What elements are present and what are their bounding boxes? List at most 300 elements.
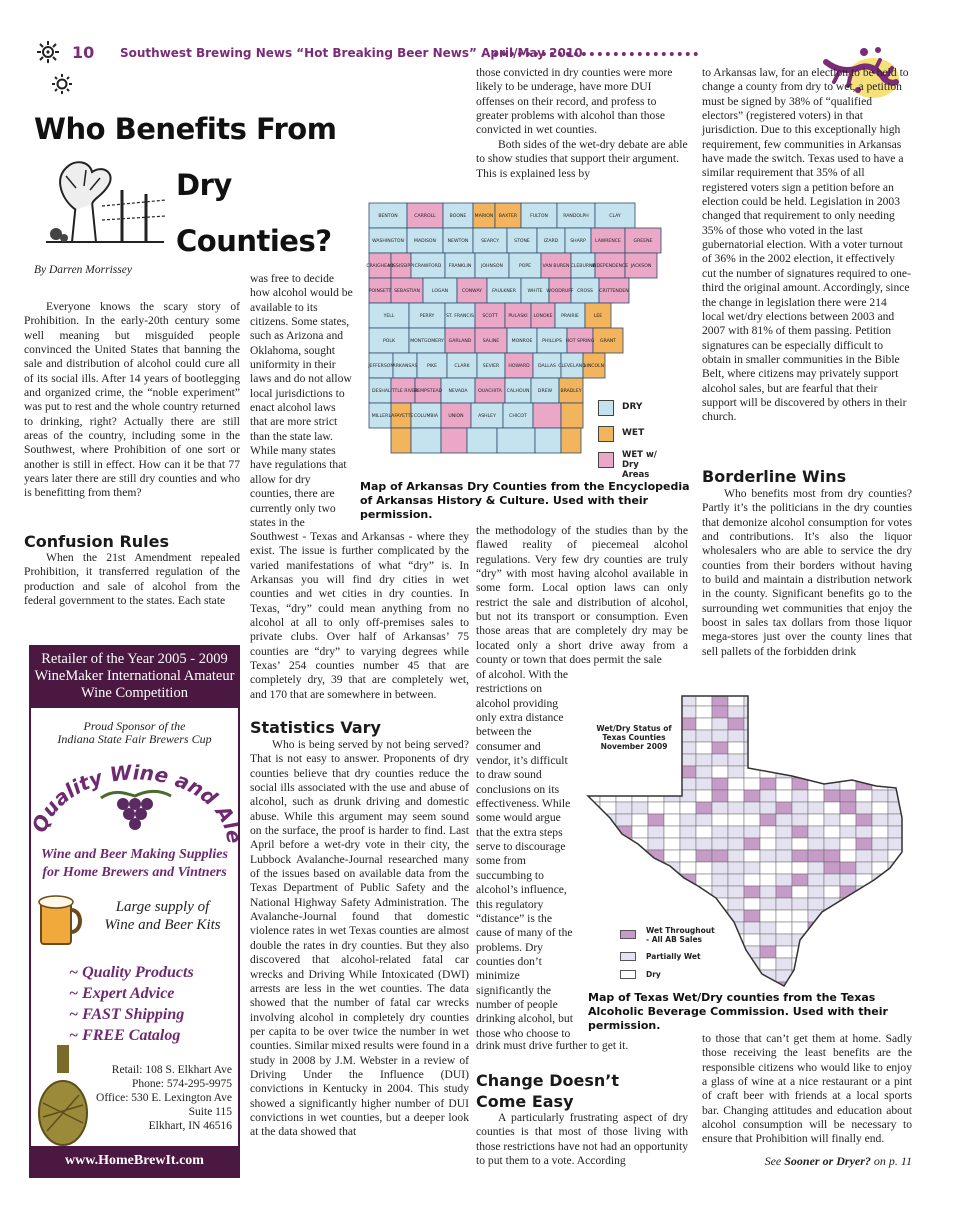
texas-county — [744, 766, 760, 778]
byline: By Darren Morrissey — [34, 264, 132, 276]
texas-county — [856, 766, 872, 778]
texas-county — [584, 802, 600, 814]
confusion-rules-paragraph: When the 21st Amendment repealed Prohibition, it transferred regulation of the production and sale of alcohol from the federal government to the states. Each state — [24, 551, 240, 608]
ad-award-line-1: Retailer of the Year 2005 - 2009 — [41, 651, 228, 667]
col3-mid-paragraph: the methodology of the studies than by the flawed reality of piecemeal alcohol regulations. Very few dry counties are truly “dry” with most having alcohol available in some form. Local option laws can only restrict the sale and distribution of alcohol, but not its transport or consumption. Even those areas that are completely dry may be located only a short drive away from a county or town that does permit the sale — [476, 524, 688, 667]
texas-county — [808, 754, 824, 766]
texas-county — [696, 850, 712, 862]
legend-label-wet-dry-2: Dry Areas — [622, 460, 650, 480]
arkansas-county-label: JOHNSON — [481, 264, 503, 269]
ad-supply-text — [95, 898, 230, 934]
texas-county — [680, 886, 696, 898]
ad-tagline-line-1: Wine and Beer Making Supplies — [41, 847, 228, 862]
texas-county — [792, 790, 808, 802]
texas-county — [904, 826, 920, 838]
ad-address-line: Suite 115 — [188, 1106, 232, 1118]
texas-county — [856, 754, 872, 766]
texas-county — [616, 982, 632, 990]
texas-title-line-1: Wet/Dry Status of — [596, 724, 672, 733]
arkansas-legend — [598, 400, 668, 480]
texas-county — [728, 982, 744, 990]
texas-county — [760, 982, 776, 990]
ad-brand-logo — [31, 748, 238, 844]
texas-county — [872, 910, 888, 922]
texas-county — [872, 958, 888, 970]
texas-county — [728, 718, 744, 730]
continued-pre: See — [764, 1154, 785, 1168]
ad-award-line-3: Wine Competition — [81, 685, 188, 701]
arkansas-county-label: SEBASTIAN — [394, 289, 420, 294]
texas-county — [904, 742, 920, 754]
texas-county — [840, 874, 856, 886]
texas-county — [824, 730, 840, 742]
continued-notice — [702, 1154, 912, 1169]
texas-county — [632, 910, 648, 922]
texas-county — [824, 706, 840, 718]
texas-county — [760, 922, 776, 934]
texas-county — [648, 814, 664, 826]
texas-county — [760, 886, 776, 898]
texas-county — [712, 982, 728, 990]
texas-county — [888, 742, 904, 754]
texas-county — [792, 862, 808, 874]
texas-county — [904, 874, 920, 886]
texas-county — [808, 742, 824, 754]
legend-label-dry: DRY — [622, 402, 643, 412]
texas-county — [616, 874, 632, 886]
texas-county — [728, 754, 744, 766]
texas-county — [632, 754, 648, 766]
arkansas-county-label: DESHA — [372, 389, 388, 394]
arkansas-county-label: SALINE — [482, 339, 500, 344]
texas-county — [728, 886, 744, 898]
texas-county — [792, 814, 808, 826]
texas-county — [648, 766, 664, 778]
texas-county — [712, 802, 728, 814]
texas-county — [824, 862, 840, 874]
texas-county — [744, 874, 760, 886]
texas-county — [696, 730, 712, 742]
texas-county — [648, 802, 664, 814]
texas-county — [856, 706, 872, 718]
arkansas-county — [467, 428, 497, 453]
texas-county — [584, 886, 600, 898]
texas-county — [600, 874, 616, 886]
texas-county — [776, 802, 792, 814]
texas-county — [840, 814, 856, 826]
texas-county — [872, 694, 888, 706]
texas-county — [888, 910, 904, 922]
texas-county — [664, 898, 680, 910]
texas-county — [632, 778, 648, 790]
texas-county — [760, 850, 776, 862]
texas-county — [904, 838, 920, 850]
arkansas-county-label: CALHOUN — [506, 389, 530, 394]
texas-county — [744, 742, 760, 754]
texas-county — [856, 886, 872, 898]
texas-county — [856, 970, 872, 982]
texas-county — [584, 778, 600, 790]
texas-county — [696, 898, 712, 910]
texas-county — [584, 838, 600, 850]
texas-county — [904, 922, 920, 934]
texas-county — [664, 826, 680, 838]
texas-county — [808, 898, 824, 910]
farm-illustration — [42, 150, 168, 250]
sun-icon — [36, 40, 60, 64]
texas-county — [904, 766, 920, 778]
texas-county — [856, 790, 872, 802]
texas-county — [744, 730, 760, 742]
texas-county — [648, 862, 664, 874]
texas-county — [904, 814, 920, 826]
arkansas-county-label: BENTON — [378, 214, 398, 219]
texas-county — [808, 958, 824, 970]
texas-county — [808, 982, 824, 990]
ad-tagline — [31, 846, 238, 882]
heading-change-doesnt-come-easy: Change Doesn’t Come Easy — [476, 1071, 619, 1111]
texas-county — [760, 718, 776, 730]
texas-county — [872, 802, 888, 814]
texas-county — [856, 718, 872, 730]
texas-county — [600, 754, 616, 766]
texas-county — [728, 778, 744, 790]
texas-county — [792, 874, 808, 886]
texas-county — [824, 874, 840, 886]
texas-county — [664, 802, 680, 814]
texas-county — [728, 730, 744, 742]
texas-county — [776, 958, 792, 970]
texas-county — [904, 850, 920, 862]
texas-county — [856, 850, 872, 862]
texas-county — [680, 850, 696, 862]
texas-county — [808, 814, 824, 826]
texas-county — [872, 790, 888, 802]
texas-county — [776, 874, 792, 886]
texas-county — [808, 826, 824, 838]
arkansas-county-label: HOT SPRING — [565, 339, 595, 344]
advertisement[interactable] — [29, 645, 240, 1178]
texas-county — [632, 982, 648, 990]
texas-county — [696, 886, 712, 898]
texas-county — [792, 982, 808, 990]
arkansas-county-label: YELL — [383, 314, 395, 319]
arkansas-county-label: VAN BUREN — [542, 264, 570, 269]
texas-county — [776, 706, 792, 718]
texas-county — [600, 946, 616, 958]
texas-county — [600, 706, 616, 718]
texas-county — [744, 886, 760, 898]
texas-county — [616, 814, 632, 826]
texas-county — [664, 886, 680, 898]
arkansas-county-label: CLEBURNE — [570, 264, 596, 269]
texas-county — [744, 802, 760, 814]
texas-county — [840, 910, 856, 922]
texas-county — [904, 970, 920, 982]
texas-county — [648, 838, 664, 850]
texas-county — [712, 814, 728, 826]
texas-county — [616, 838, 632, 850]
texas-county — [664, 838, 680, 850]
texas-county — [856, 826, 872, 838]
texas-county — [824, 718, 840, 730]
texas-county — [792, 970, 808, 982]
texas-county — [824, 754, 840, 766]
heading-borderline-wins: Borderline Wins — [702, 467, 847, 486]
texas-county — [712, 838, 728, 850]
texas-county — [776, 694, 792, 706]
texas-county — [616, 706, 632, 718]
statistics-vary-paragraph: Who is being served by not being served? That is not easy to answer. Proponents of dry counties believe that dry counties reduce the social ills associated with the use and abuse of alcohol, such as drunk driving and domestic abuse. While this argument may seem sound on the surface, the proof is harder to find. Last April before a wet-dry vote in their city, the Lubbock Avalanche-Journal researched many of the issues based on available data from the Texas Department of Public Safety and the National Highway Safety Administration. The Avalanche-Journal found that domestic violence rates in wet Texas counties are almost double the rates in dry counties. But they also discovered that alcohol-related fatal car wrecks and Driving While Intoxicated (DWI) arrests are less in the wet counties. The data showed that the number of fatal car wrecks involving alcohol in completely dry counties per capita to be over twice the number in wet counties. Similar mixed results were found in a study in 2008 by J.M. Webster in a review of Driving Under the Influence (DUI) convictions in Kentucky in 2004. This study showed a significantly higher number of DUI convictions in wet counties, but a deeper look at the data showed that — [250, 738, 469, 1139]
texas-county — [600, 898, 616, 910]
texas-county — [888, 766, 904, 778]
texas-county — [680, 826, 696, 838]
texas-county — [600, 886, 616, 898]
texas-county — [872, 970, 888, 982]
texas-county — [808, 850, 824, 862]
texas-county — [680, 814, 696, 826]
texas-county — [888, 730, 904, 742]
texas-county — [664, 970, 680, 982]
texas-county — [712, 850, 728, 862]
texas-county — [872, 934, 888, 946]
texas-county — [776, 718, 792, 730]
texas-county — [856, 862, 872, 874]
texas-county — [776, 946, 792, 958]
texas-county — [840, 730, 856, 742]
texas-county — [792, 718, 808, 730]
texas-county — [872, 754, 888, 766]
texas-county — [744, 934, 760, 946]
texas-county — [840, 694, 856, 706]
texas-county — [856, 730, 872, 742]
arkansas-county-label: LAWRENCE — [595, 239, 621, 244]
ad-address-line: Elkhart, IN 46516 — [148, 1120, 232, 1132]
texas-county — [776, 862, 792, 874]
texas-county — [600, 958, 616, 970]
texas-county — [856, 898, 872, 910]
texas-county — [712, 874, 728, 886]
arkansas-county-label: DALLAS — [538, 364, 556, 369]
legend-label-wet: WET — [622, 428, 645, 438]
ad-address-line: Office: 530 E. Lexington Ave — [96, 1092, 232, 1104]
texas-county — [888, 958, 904, 970]
arkansas-county-label: RANDOLPH — [563, 214, 589, 219]
texas-county — [600, 922, 616, 934]
texas-county — [840, 982, 856, 990]
texas-county — [680, 982, 696, 990]
texas-county — [760, 778, 776, 790]
texas-county — [904, 706, 920, 718]
texas-county — [824, 790, 840, 802]
texas-county — [904, 886, 920, 898]
texas-county — [840, 862, 856, 874]
ad-website[interactable]: www.HomeBrewIt.com — [31, 1146, 238, 1176]
arkansas-county-label: PHILLIPS — [542, 339, 562, 344]
texas-county — [696, 970, 712, 982]
ad-feature: ~ Quality Products — [69, 964, 194, 981]
texas-county — [792, 730, 808, 742]
texas-map — [584, 668, 920, 990]
ad-sponsor-line-2: Indiana State Fair Brewers Cup — [57, 732, 212, 746]
arkansas-county-label: ASHLEY — [478, 414, 496, 419]
arkansas-county-label: MARION — [474, 214, 494, 219]
texas-county — [600, 778, 616, 790]
texas-county — [600, 982, 616, 990]
texas-county — [696, 790, 712, 802]
texas-county — [808, 730, 824, 742]
arkansas-county-label: OUACHITA — [478, 389, 502, 394]
texas-county — [600, 694, 616, 706]
arkansas-county-label: MISSISSIPPI — [387, 264, 415, 269]
texas-county — [664, 910, 680, 922]
texas-county — [744, 970, 760, 982]
texas-county — [872, 718, 888, 730]
arkansas-county-label: MILLER — [371, 414, 389, 419]
continued-title[interactable]: Sooner or Dryer? — [784, 1154, 871, 1168]
legend-label-wet-dry — [622, 450, 668, 480]
arkansas-county-label: PERRY — [419, 314, 435, 319]
texas-county — [792, 898, 808, 910]
arkansas-county-label: LEE — [593, 314, 603, 319]
texas-county — [760, 802, 776, 814]
ad-award-line-2: WineMaker International Amateur — [34, 668, 235, 684]
arkansas-county-label: ST. FRANCIS — [446, 314, 474, 319]
arkansas-county-label: IZARD — [543, 239, 559, 244]
ad-supply — [31, 892, 238, 948]
sun-icon-small — [50, 72, 74, 96]
texas-county — [696, 742, 712, 754]
texas-county — [824, 958, 840, 970]
texas-county — [584, 982, 600, 990]
texas-county — [792, 886, 808, 898]
texas-county — [872, 778, 888, 790]
texas-legend-label-dry: Dry — [646, 970, 661, 979]
texas-county — [776, 790, 792, 802]
ad-supply-line-1: Large supply of — [115, 899, 210, 915]
texas-county — [744, 778, 760, 790]
ad-supply-line-2: Wine and Beer Kits — [104, 917, 221, 933]
texas-county — [856, 742, 872, 754]
texas-county — [600, 934, 616, 946]
col3-top-paragraph-2: Both sides of the wet-dry debate are able to show studies that support their argument. This is explained less by — [476, 138, 688, 180]
article-title-line-3: Counties? — [176, 224, 332, 258]
texas-county — [808, 862, 824, 874]
texas-county — [712, 946, 728, 958]
texas-county — [728, 958, 744, 970]
texas-county — [744, 814, 760, 826]
texas-county — [776, 886, 792, 898]
texas-county — [696, 838, 712, 850]
texas-county — [904, 718, 920, 730]
arkansas-county-label: HOWARD — [508, 364, 530, 369]
arkansas-county-label: WASHINGTON — [372, 239, 404, 244]
beer-mug-icon — [37, 894, 85, 948]
texas-county — [792, 850, 808, 862]
texas-county — [616, 910, 632, 922]
texas-county — [888, 874, 904, 886]
intro-paragraph: Everyone knows the scary story of Prohibition. In the early-20th century some well meaning but misguided people convinced the United States that banning the sale and distribution of alcohol could cure all of its social ills. After 14 years of bootlegging and organized crime, the “noble experiment” was put to rest and the whole country returned to drinking, right? Actually there are still areas of the country, including some in the Southwest, where Prohibition of one sort or another is still in effect. How can it be that 77 years later there are still dry counties and who is benefitting from them? — [24, 300, 240, 500]
arkansas-county-label: CLAY — [609, 214, 621, 219]
texas-county — [728, 850, 744, 862]
texas-county — [616, 850, 632, 862]
texas-county — [808, 706, 824, 718]
texas-county — [664, 850, 680, 862]
texas-legend-wet-line-1: Wet Throughout — [646, 926, 715, 935]
texas-county — [824, 802, 840, 814]
texas-county — [808, 718, 824, 730]
arkansas-county — [561, 403, 583, 428]
masthead-dotted-rule — [494, 52, 698, 56]
texas-county — [888, 934, 904, 946]
texas-legend-label-wet — [646, 926, 715, 944]
arkansas-county-label: POPE — [518, 264, 532, 269]
texas-county — [808, 922, 824, 934]
texas-county — [680, 910, 696, 922]
arkansas-county-label: FRANKLIN — [448, 264, 472, 269]
texas-county — [904, 790, 920, 802]
texas-title-line-2: Texas Counties — [602, 733, 666, 742]
texas-county — [904, 946, 920, 958]
texas-county — [824, 742, 840, 754]
arkansas-county-label: WHITE — [527, 289, 543, 294]
texas-county — [584, 754, 600, 766]
texas-county — [856, 910, 872, 922]
texas-county — [872, 946, 888, 958]
texas-county — [840, 718, 856, 730]
texas-county — [888, 970, 904, 982]
texas-county — [584, 826, 600, 838]
ad-address-line: Phone: 574-295-9975 — [132, 1078, 232, 1090]
texas-county — [728, 970, 744, 982]
ad-tagline-line-2: for Home Brewers and Vintners — [42, 865, 227, 880]
texas-county — [744, 754, 760, 766]
arkansas-county-label: CROSS — [577, 289, 593, 294]
texas-county — [632, 850, 648, 862]
ad-brand-name: uality Wine and A — [36, 760, 238, 828]
arkansas-county-label: CHICOT — [509, 414, 527, 419]
texas-county — [872, 742, 888, 754]
arkansas-county — [497, 428, 535, 453]
texas-county — [584, 694, 600, 706]
ad-feature-list — [69, 962, 238, 1046]
texas-county — [872, 850, 888, 862]
col2-continued-paragraph: Southwest - Texas and Arkansas - where they exist. The issue is further complicated by the varied manifestations of what “dry” is. In Arkansas you will find dry cities in wet counties and wet cities in dry counties. In Texas, “dry” could mean anything from no alcohol at all to only off-premises sales to private clubs. Over half of Arkansas’ 75 counties are “dry” to varying degrees while Texas’ 254 counties number 45 that are completely dry, 39 that are completely wet, and 170 that are somewhere in between. — [250, 530, 469, 701]
masthead: Southwest Brewing News “Hot Breaking Beer News” April/May 2010 — [120, 46, 583, 60]
texas-county — [600, 826, 616, 838]
arkansas-county-label: GRANT — [600, 339, 616, 344]
texas-county — [696, 754, 712, 766]
texas-county — [600, 910, 616, 922]
texas-county — [776, 910, 792, 922]
texas-county — [632, 898, 648, 910]
texas-county — [744, 982, 760, 990]
texas-county — [840, 922, 856, 934]
texas-county — [584, 898, 600, 910]
texas-county — [840, 706, 856, 718]
arkansas-county — [533, 403, 561, 428]
borderline-wins-paragraph: Who benefits most from dry counties? Partly it’s the politicians in the dry counties that demonize alcohol consumption for votes and contributions. It’s also the liquor wholesalers who are able to service the dry counties from their borders without having to build and maintain a distribution network in the county. Significant benefits go to the surrounding wet communities that enjoy the boost in sales tax dollars from those liquor mega-stores just over the county lines that sell pallets of the forbidden drink — [702, 487, 912, 658]
texas-county — [824, 814, 840, 826]
texas-county — [744, 862, 760, 874]
texas-county — [712, 706, 728, 718]
texas-county — [696, 718, 712, 730]
texas-county — [632, 862, 648, 874]
texas-county — [680, 898, 696, 910]
texas-county — [584, 874, 600, 886]
legend-label-wet-dry-1: WET w/ — [622, 450, 657, 460]
texas-county — [632, 886, 648, 898]
